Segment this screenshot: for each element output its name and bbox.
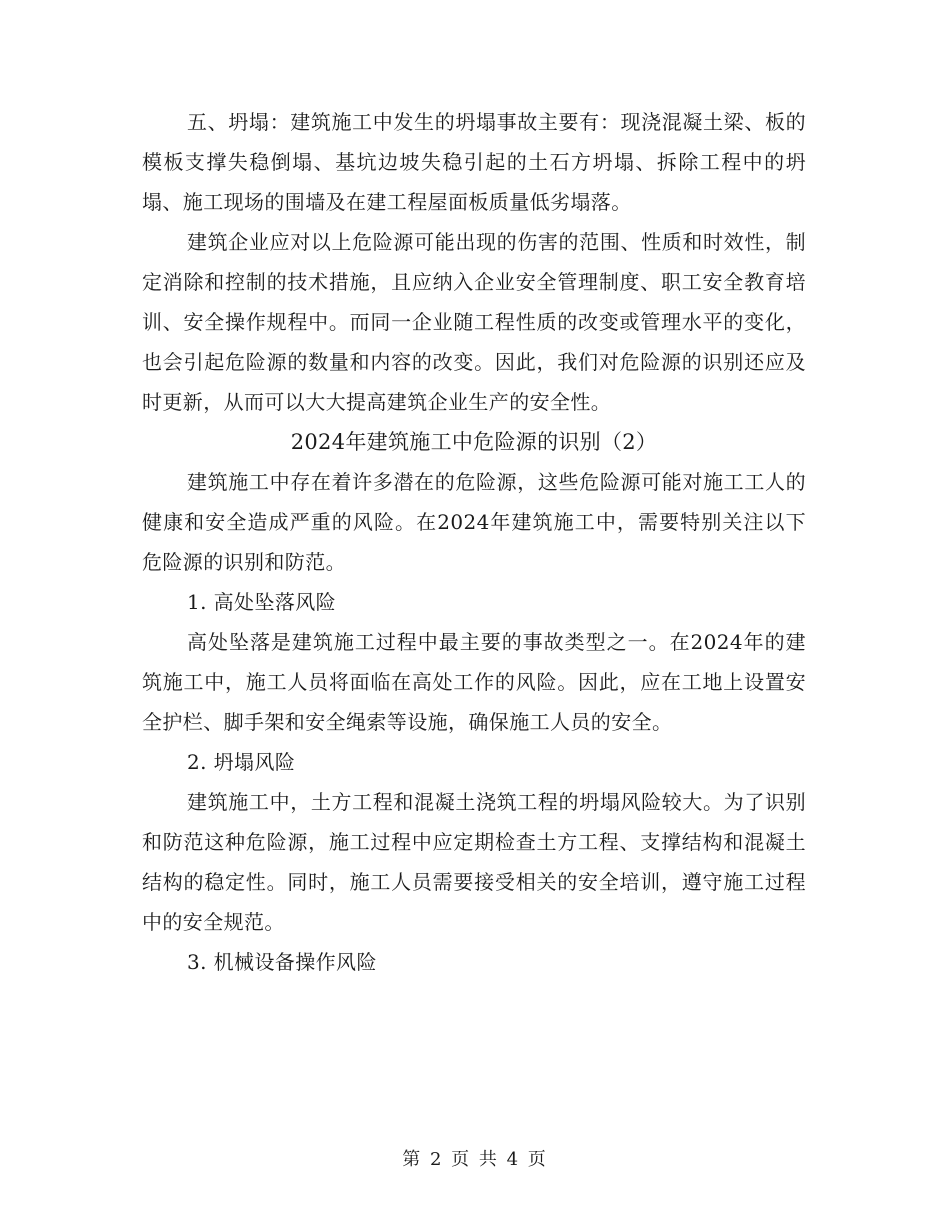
paragraph-intro: 建筑施工中存在着许多潜在的危险源，这些危险源可能对施工工人的健康和安全造成严重的风险。在2024年建筑施工中，需要特别关注以下危险源的识别和防范。 xyxy=(142,470,806,574)
document-body xyxy=(142,102,806,982)
list-item-machinery-risk: 3. 机械设备操作风险 xyxy=(187,950,377,974)
section-title: 2024年建筑施工中危险源的识别（2） xyxy=(290,430,658,454)
paragraph-enterprise-measures: 建筑企业应对以上危险源可能出现的伤害的范围、性质和时效性，制定消除和控制的技术措施，且应纳入企业安全管理制度、职工安全教育培训、安全操作规程中。而同一企业随工程性质的改变或管理水平的变化，也会引起危险源的数量和内容的改变。因此，我们对危险源的识别还应及时更新，从而可以大大提高建筑企业生产的安全性。 xyxy=(142,230,806,414)
list-item-collapse-risk: 2. 坍塌风险 xyxy=(187,750,296,774)
page-footer: 第 2 页 共 4 页 xyxy=(402,1149,548,1170)
paragraph-collapse-risk: 建筑施工中，土方工程和混凝土浇筑工程的坍塌风险较大。为了识别和防范这种危险源，施工过程中应定期检查土方工程、支撑结构和混凝土结构的稳定性。同时，施工人员需要接受相关的安全培训，遵守施工过程中的安全规范。 xyxy=(142,790,806,934)
list-item-fall-risk: 1. 高处坠落风险 xyxy=(187,590,337,614)
paragraph-fall-risk: 高处坠落是建筑施工过程中最主要的事故类型之一。在2024年的建筑施工中，施工人员将面临在高处工作的风险。因此，应在工地上设置安全护栏、脚手架和安全绳索等设施，确保施工人员的安全。 xyxy=(142,630,806,734)
paragraph-collapse: 五、坍塌：建筑施工中发生的坍塌事故主要有：现浇混凝土梁、板的模板支撑失稳倒塌、基坑边坡失稳引起的土石方坍塌、拆除工程中的坍塌、施工现场的围墙及在建工程屋面板质量低劣塌落。 xyxy=(142,110,806,214)
